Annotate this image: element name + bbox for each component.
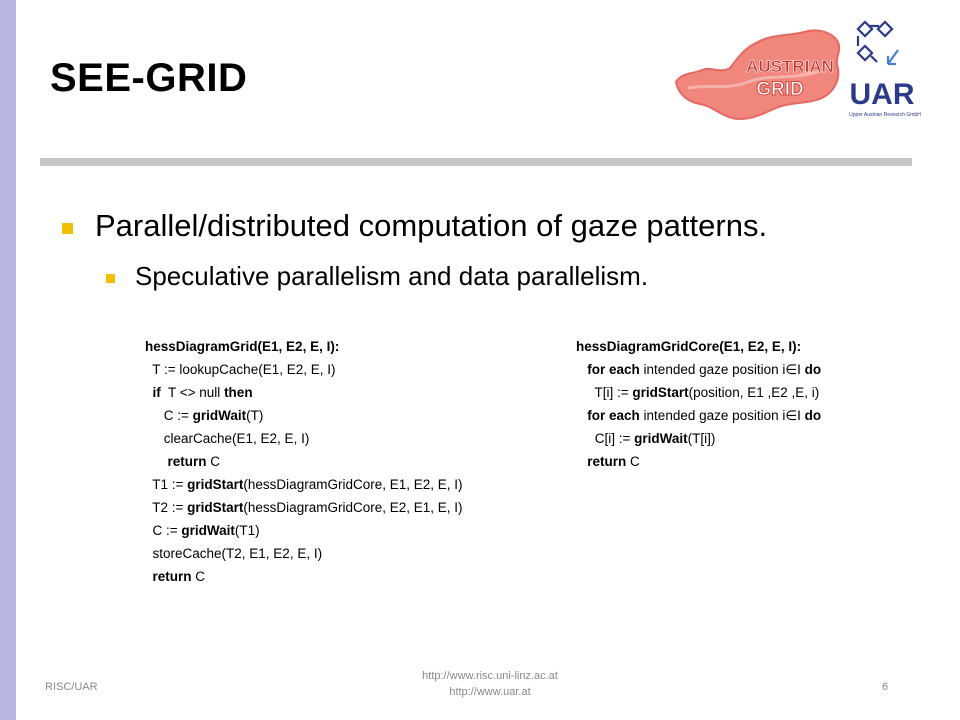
code-line [145,404,463,427]
page-number: 6 [882,681,889,693]
code-text: (T1) [234,523,260,538]
code-text [576,408,587,423]
code-block-hessDiagramGridCore [576,335,821,473]
code-text: (hessDiagramGridCore, E1, E2, E, I) [243,477,463,492]
uar-tagline: Upper Austrian Research GmbH [849,112,921,118]
code-keyword: hessDiagramGrid(E1, E2, E, I): [145,339,340,354]
code-line [576,381,821,404]
code-text: storeCache(T2, E1, E2, E, I) [145,546,323,561]
footer-url-risc[interactable]: http://www.risc.uni-linz.ac.at [422,670,558,682]
code-keyword: if [152,385,161,400]
austrian-grid-logo [668,18,848,130]
code-text: C [626,454,640,469]
logo-austrian-text: AUSTRIAN [746,57,834,76]
bullet-level-2 [106,261,648,292]
code-line [145,496,463,519]
code-line [576,450,821,473]
code-keyword: return [167,454,207,469]
code-text [576,454,587,469]
code-line [576,358,821,381]
code-text: C[i] := [576,431,635,446]
code-keyword: gridWait [634,431,688,446]
title-divider [40,158,912,166]
bullet-level-1 [62,208,767,244]
footer-left-text: RISC/UAR [45,681,98,693]
code-text: T := lookupCache(E1, E2, E, I) [145,362,336,377]
code-text: C := [145,523,182,538]
code-text: C [191,569,206,584]
code-line [145,542,463,565]
code-text: (T) [246,408,264,423]
code-keyword: gridWait [181,523,235,538]
code-keyword: return [152,569,192,584]
code-keyword: gridStart [187,477,244,492]
code-line [145,519,463,542]
code-block-hessDiagramGrid [145,335,463,588]
code-text: (hessDiagramGridCore, E2, E1, E, I) [243,500,463,515]
code-keyword: then [224,385,253,400]
code-keyword: gridStart [187,500,244,515]
code-text: T2 := [145,500,188,515]
code-keyword: hessDiagramGridCore(E1, E2, E, I): [576,339,802,354]
code-text: T <> null [160,385,225,400]
footer-urls [380,668,600,700]
code-text: intended gaze position i∈I [639,408,805,423]
code-text: C := [145,408,193,423]
code-text: (T[i]) [687,431,716,446]
code-keyword: gridWait [192,408,247,423]
code-line [145,427,463,450]
code-line [576,404,821,427]
code-line [145,565,463,588]
code-text [145,454,168,469]
code-text [145,569,153,584]
code-text [576,362,587,377]
code-line [145,358,463,381]
code-line [576,427,821,450]
code-line [145,473,463,496]
code-text: (position, E1 ,E2 ,E, i) [688,385,820,400]
bullet-square-icon [62,223,73,234]
bullet-text: Parallel/distributed computation of gaze patterns. [95,208,768,243]
code-text: C [206,454,221,469]
uar-wordmark: UAR [849,78,915,111]
code-keyword: return [587,454,627,469]
sub-bullet-text: Speculative parallelism and data parallelism. [135,261,649,291]
code-text: clearCache(E1, E2, E, I) [145,431,310,446]
code-line [145,335,463,358]
code-text: T[i] := [576,385,633,400]
code-text: T1 := [145,477,188,492]
uar-arrows-icon [858,22,898,64]
code-text: intended gaze position i∈I [639,362,805,377]
code-text [145,385,153,400]
code-line [145,381,463,404]
logo-grid-text: GRID [756,79,804,100]
code-keyword: for each [587,362,640,377]
left-accent-bar [0,0,16,720]
footer-url-uar[interactable]: http://www.uar.at [449,686,531,698]
code-line [576,335,821,358]
uar-logo [840,18,930,130]
code-line [145,450,463,473]
code-keyword: do [804,362,822,377]
slide-title: SEE-GRID [50,56,248,100]
bullet-square-icon [106,274,115,283]
code-keyword: do [804,408,822,423]
code-keyword: gridStart [632,385,689,400]
code-keyword: for each [587,408,640,423]
